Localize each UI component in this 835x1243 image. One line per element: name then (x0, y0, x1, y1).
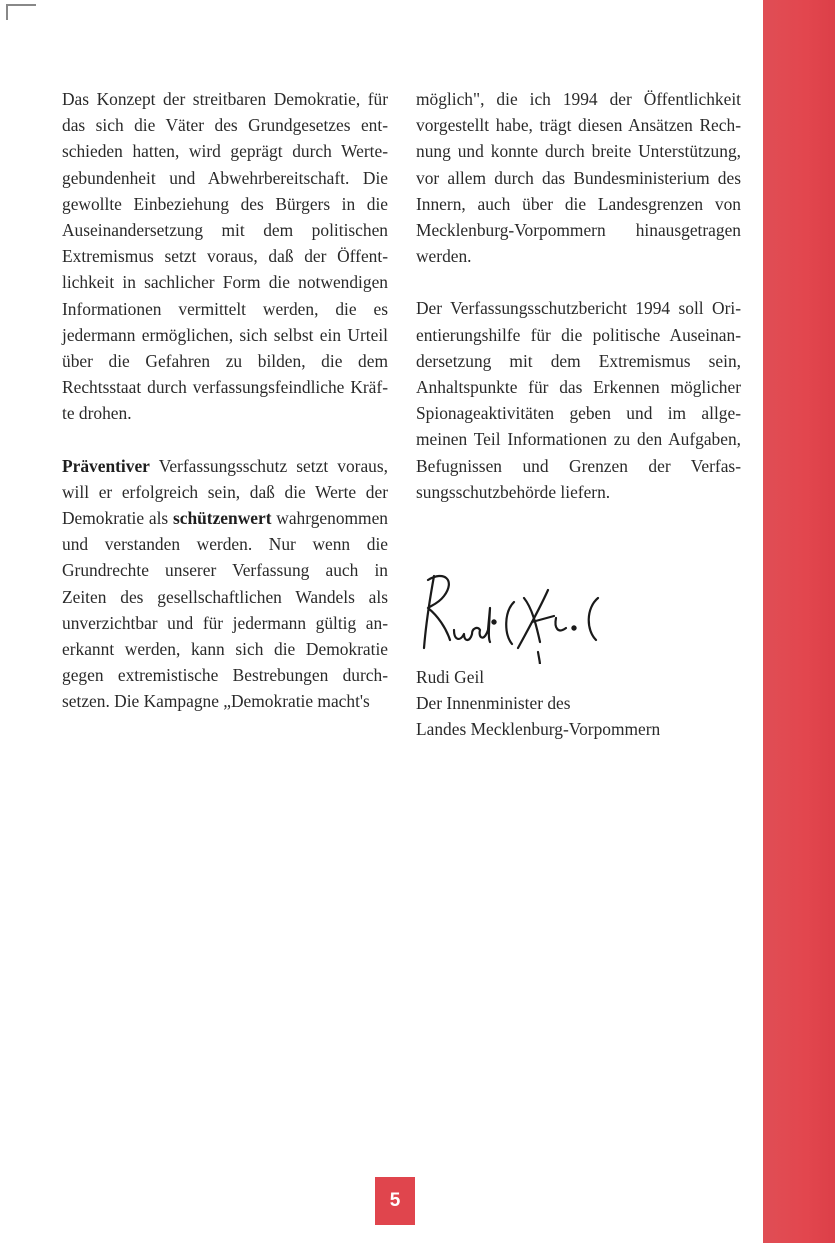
signatory-state: Landes Mecklenburg-Vorpommern (416, 719, 661, 739)
paragraph-text: Verfassungsschutz setzt voraus, will er erfolgreich sein, daß die Werte der Demokratie als (62, 455, 388, 529)
signatory-title: Der Innenminister des (416, 693, 571, 713)
paragraph-campaign: möglich", die ich 1994 der Öffentlichkeit vorgestellt habe, trägt diesen Ansätzen Rechnung und konnte durch breite Unterstützung, vor allem durch das Bundesministerium des Innern, auch über die Landesgrenzen von Mecklenburg-Vorpommern hinausgetragen werden. (416, 89, 741, 267)
left-column (62, 86, 388, 741)
paragraph-preventive (62, 453, 388, 715)
handwritten-signature (416, 568, 616, 664)
signature-block (416, 568, 746, 742)
page-number: 5 (375, 1177, 415, 1225)
paragraph-report-purpose: Der Verfassungsschutzbericht 1994 soll Orientierungshilfe für die politische Auseinandersetzung mit dem Extremismus sein, Anhaltspunkte für das Erkennen möglicher Spionageaktivitäten geben und im allgemeinen Teil Informationen zu den Aufgaben, Befugnissen und Grenzen der Verfassungsschutzbehörde liefern. (416, 298, 741, 502)
bold-term-worth-protecting: schützenwert (172, 508, 272, 529)
paragraph-intro: Das Konzept der streitbaren Demokratie, für das sich die Väter des Grundgesetzes entschieden hatten, wird geprägt durch Wertegebundenheit und Abwehrbereitschaft. Die gewollte Einbeziehung des Bürgers in die Auseinandersetzung mit dem politischen Extremismus setzt voraus, daß der Öffentlichkeit in sachlicher Form die notwendigen Informationen vermittelt werden, die es jedermann ermöglichen, sich selbst ein Urteil über die Gefahren zu bilden, die dem Rechtsstaat durch verfassungsfeindliche Kräfte drohen. (62, 89, 388, 424)
signatory-name: Rudi Geil (416, 667, 485, 687)
bold-term-preventive: Präventiver (62, 455, 150, 476)
red-side-band (763, 0, 835, 1243)
paragraph-text: wahrgenommen und verstanden werden. Nur wenn die Grundrechte unserer Verfassung auch in Zeiten des gesellschaftlichen Wandels als unverzichtbar und für jedermann gültig anerkannt werden, kann sich die Demokratie gegen extremistische Bestrebungen durchsetzen. Die Kampagne „Demokratie macht's (62, 508, 388, 712)
crop-mark (6, 4, 36, 20)
right-column (416, 86, 741, 531)
